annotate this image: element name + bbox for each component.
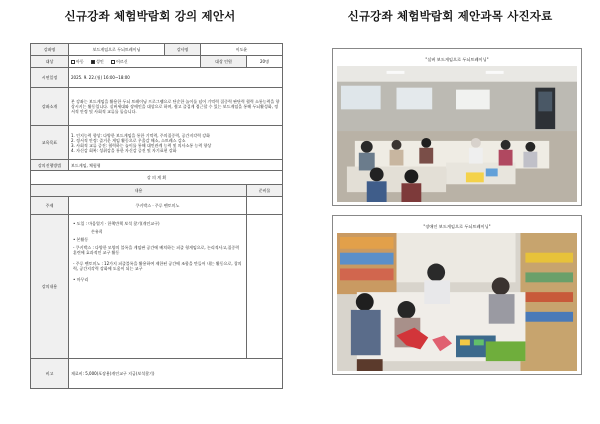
theme-label: 주제 [31,197,69,215]
row-method [31,160,283,171]
theme-value: 쿠키박스 · 주루 펜토미노 [69,197,247,215]
body-item-main: • 본활동 [73,237,89,242]
target-option-adult[interactable]: 성인 [91,59,104,64]
photo-disabled-classroom [337,233,577,371]
body-item-intro: • 도입 : 마음열기 · 한책만책 보석 찾기(개인교구) [73,221,160,226]
note-value: 재료비: 5,000(포장용)개인교구 지급(보석찾기) [69,359,283,389]
row-goals [31,126,283,160]
goal-list [69,126,283,160]
goal-label: 교육목표 [31,126,69,160]
photo-caption-disabled: "장애인 보드게임으로 두뇌트레이닝" [423,224,491,229]
body-item-handplay: 손유희 [91,229,103,234]
instructor-label: 강사명 [165,44,201,56]
body-item-cookiebox: - 쿠키박스 : 다양한 모양의 블록을 게임판 공간에 배치하는 퍼즐 형게임으로, 논리적사고,집중력 훈련에 효과적인 교구 활동 [73,245,240,255]
note-label: 비고 [31,359,69,389]
body-prep [247,215,283,359]
row-theme [31,197,283,215]
row-note [31,359,283,389]
proposal-form-table [30,43,283,389]
target-option-child[interactable]: 아동 [71,59,84,64]
body-item-pentomino: - 주루 펜토미노 : 12가지 퍼즐블록을 활용하여 제한된 공간에 조합을 만들어 내는 활동으로, 창의력, 공간지각력 강화에 도움이 되는 교구 [73,261,242,271]
body-content [69,215,247,359]
datetime-label: 시연일정 [31,68,69,88]
theme-prep [247,197,283,215]
row-course [31,44,283,56]
goal-item: 4. 자신감 회복: 성취감을 통한 자신감 증진 및 자기표현 강화 [71,147,177,153]
photo-page-title: 신규강좌 체험박람회 제안과목 사진자료 [347,9,553,23]
goal-item: 1. 인지능력 향상: 다양한 보드게임을 통한 기억력, 주의집중력, 공간지각력 강화 [71,132,210,138]
goal-item: 3. 사회적 교류 증진: 협력하는 놀이를 통해 대인관계 능력 및 의사소통 능력 향상 [71,142,212,148]
checkbox-checked-icon [91,60,95,64]
photo-frame-disabled [332,215,582,375]
row-intro [31,88,283,126]
disabled-classroom-image [337,233,577,371]
body-item-closing: • 마무리 [73,277,89,282]
row-content-header [31,185,283,197]
course-value: 보드게임으로 두뇌트레이닝 [69,44,165,56]
photo-senior-classroom [337,66,577,202]
body-label: 강의내용 [31,215,69,359]
datetime-value: 2025. 9. 22.(월) 16:00~18:00 [69,68,283,88]
goal-item: 2. 정서적 안정: 즐거운 게임 활동으로 우울감 해소, 스트레스 감소 [71,137,186,143]
intro-value: 본 강좌는 보드게임을 활용한 두뇌 트레이닝 프로그램으로 단순한 놀이를 넘어 기억력 집중력 판단력 협력 소통능력을 향상시키는 활동입니다. 실버세대와 장애인을 대상으로 하며, 쉽고 즐겁게 접근할 수 있는 보드게임을 통해 두뇌활성화, 정서적 안정 및 사회적 교류를 돕습니다. [69,88,283,126]
senior-classroom-image [337,66,577,202]
capacity-value: 20명 [247,56,283,68]
row-target [31,56,283,68]
course-label: 강좌명 [31,44,69,56]
checkbox-icon [71,60,75,64]
intro-label: 강좌소개 [31,88,69,126]
photo-frame-senior [332,48,582,206]
plan-header: 강 의 계 획 [31,171,283,185]
content-header: 내용 [31,185,247,197]
target-option-senior[interactable]: 어르신 [111,59,128,64]
prep-header: 준비물 [247,185,283,197]
target-label: 대상 [31,56,69,68]
proposal-title: 신규강좌 체험박람회 강의 제안서 [64,9,236,23]
photo-page [300,0,600,424]
photo-caption-senior: "실버 보드게임으로 두뇌트레이닝" [425,57,489,62]
capacity-label: 대상 인원 [201,56,247,68]
row-body [31,215,283,359]
method-value: 보드게임, 체험형 [69,160,283,171]
row-plan-header [31,171,283,185]
row-datetime [31,68,283,88]
checkbox-icon [111,60,115,64]
method-label: 강의진행방법 [31,160,69,171]
target-options [69,56,201,68]
instructor-value: 이도윤 [201,44,283,56]
